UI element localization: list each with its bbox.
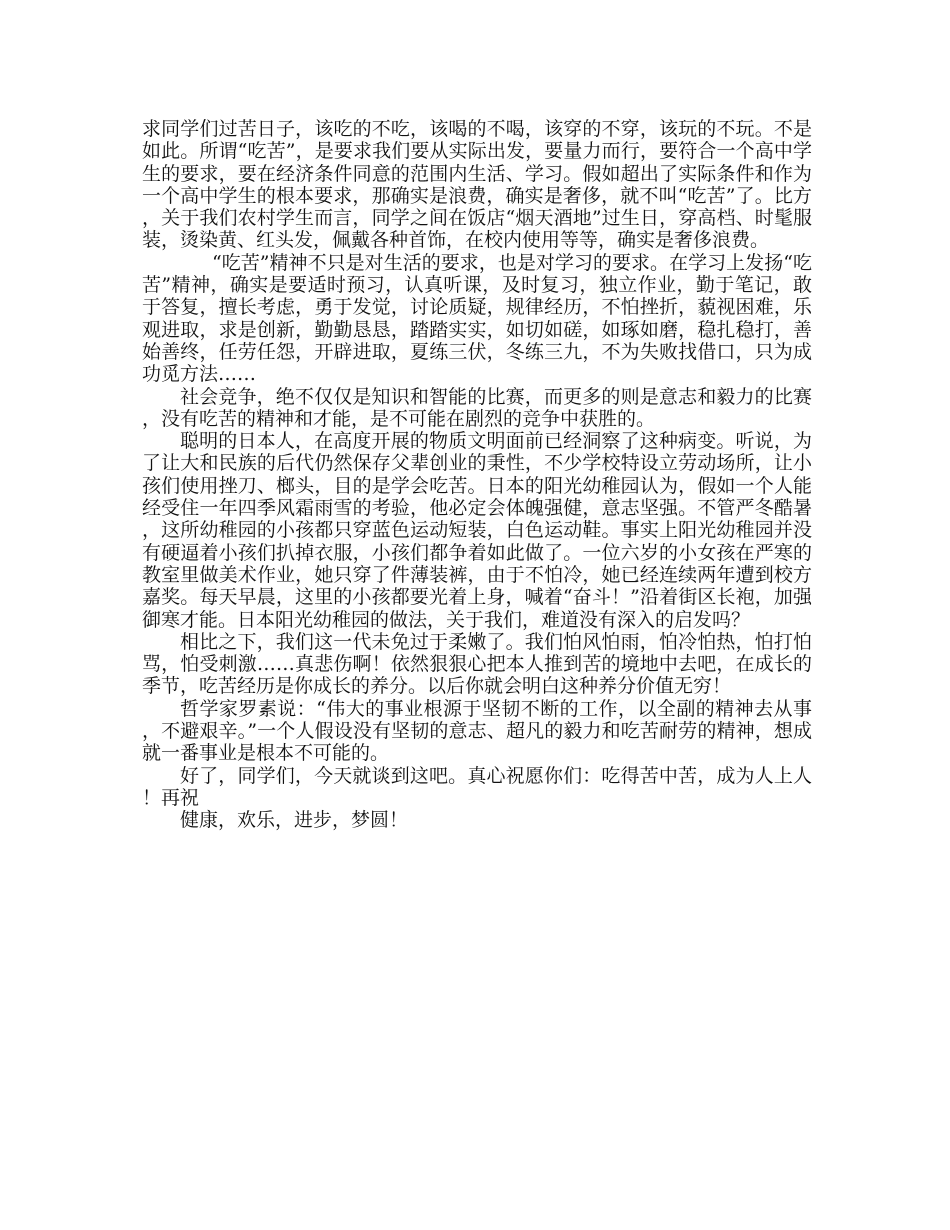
- paragraph-5: 相比之下，我们这一代未免过于柔嫩了。我们怕风怕雨，怕冷怕热，怕打怕骂，怕受刺激……真悲伤啊！依然狠狠心把本人推到苦的境地中去吧，在成长的季节，吃苦经历是你成长的养分。以后你就会明白这种养分价值无穷！: [142, 630, 812, 698]
- paragraph-1: 求同学们过苦日子，该吃的不吃，该喝的不喝，该穿的不穿，该玩的不玩。不是如此。所谓“吃苦”，是要求我们要从实际出发，要量力而行，要符合一个高中学生的要求，要在经济条件同意的范围内生活、学习。假如超出了实际条件和作为一个高中学生的根本要求，那确实是浪费，确实是奢侈，就不叫“吃苦”了。比方，关于我们农村学生而言，同学之间在饭店“烟天酒地”过生日，穿高档、时髦服装，烫染黄、红头发，佩戴各种首饰，在校内使用等等，确实是奢侈浪费。: [142, 118, 812, 252]
- paragraph-7: 好了，同学们，今天就谈到这吧。真心祝愿你们：吃得苦中苦，成为人上人！再祝: [142, 764, 812, 809]
- paragraph-2: “吃苦”精神不只是对生活的要求，也是对学习的要求。在学习上发扬“吃苦”精神，确实是要适时预习，认真听课，及时复习，独立作业，勤于笔记，敢于答复，擅长考虑，勇于发觉，讨论质疑，规律经历，不怕挫折，藐视困难，乐观进取，求是创新，勤勤恳恳，踏踏实实，如切如磋，如琢如磨，稳扎稳打，善始善终，任劳任怨，开辟进取，夏练三伏，冬练三九，不为失败找借口，只为成功觅方法……: [142, 251, 812, 386]
- paragraph-3: 社会竞争，绝不仅仅是知识和智能的比赛，而更多的则是意志和毅力的比赛，没有吃苦的精神和才能，是不可能在剧烈的竞争中获胜的。: [142, 385, 812, 430]
- paragraph-4: 聪明的日本人，在高度开展的物质文明面前已经洞察了这种病变。听说，为了让大和民族的后代仍然保存父辈创业的秉性，不少学校特设立劳动场所，让小孩们使用挫刀、榔头，目的是学会吃苦。日本的阳光幼稚园认为，假如一个人能经受住一年四季风霜雨雪的考验，他必定会体魄强健，意志坚强。不管严冬酷暑，这所幼稚园的小孩都只穿蓝色运动短装，白色运动鞋。事实上阳光幼稚园并没有硬逼着小孩们扒掉衣服，小孩们都争着如此做了。一位六岁的小女孩在严寒的教室里做美术作业，她只穿了件薄装裤，由于不怕冷，她已经连续两年遭到校方嘉奖。每天早晨，这里的小孩都要光着上身，喊着“奋斗！”沿着街区长袍，加强御寒才能。日本阳光幼稚园的做法，关于我们，难道没有深入的启发吗？: [142, 430, 812, 631]
- paragraph-8: 健康，欢乐，进步，梦圆！: [180, 809, 409, 832]
- document-body: [142, 118, 812, 832]
- paragraph-6: 哲学家罗素说：“伟大的事业根源于坚韧不断的工作，以全副的精神去从事，不避艰辛。”一个人假设没有坚韧的意志、超凡的毅力和吃苦耐劳的精神，想成就一番事业是根本不可能的。: [142, 697, 812, 765]
